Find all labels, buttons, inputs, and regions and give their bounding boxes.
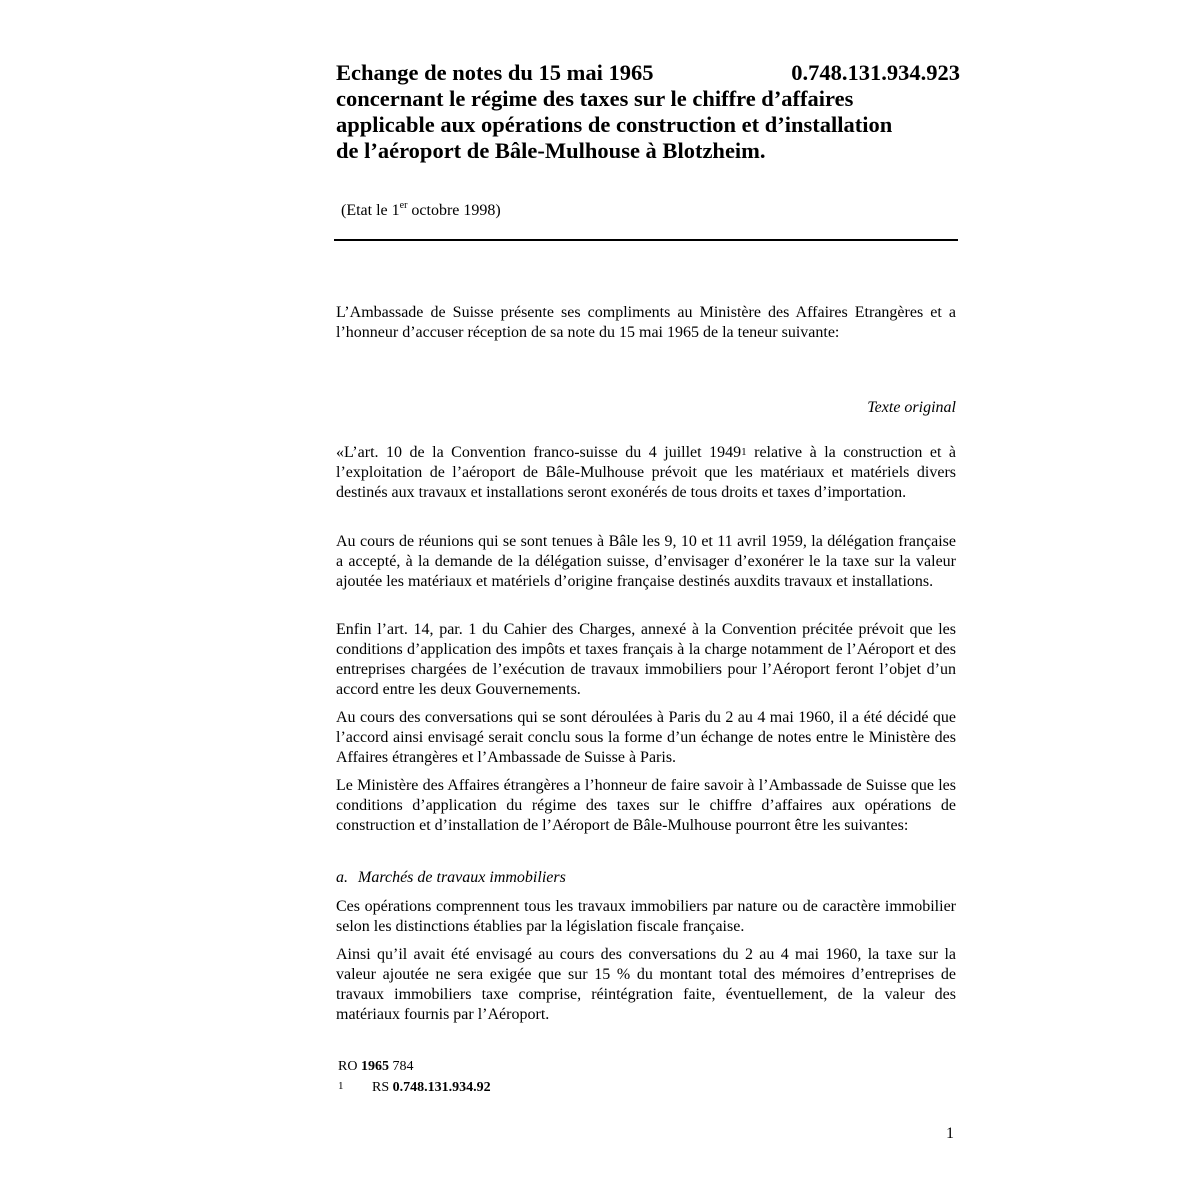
original-text-label: Texte original [867,399,956,416]
section-heading-a [336,869,566,887]
section-title: Marchés de travaux immobiliers [358,869,566,886]
state-prefix: (Etat le 1 [341,202,400,219]
section-number: a. [336,869,348,886]
state-date [341,202,501,220]
paragraph-2-text: Au cours de réunions qui se sont tenues à Bâle les 9, 10 et 11 avril 1959, la délégation française a accepté, à la demande de la délégation suisse, d’envisager d’exonérer le la taxe sur la valeur ajoutée les matériaux et matériels d’origine française destinés auxdits travaux et installations. [336,533,956,590]
title-line-4: de l’aéroport de Bâle-Mulhouse à Blotzheim. [336,138,766,163]
footnote-reference: 1 [741,446,747,458]
paragraph-3-text: Enfin l’art. 14, par. 1 du Cahier des Charges, annexé à la Convention précitée prévoit que les conditions d’application des impôts et taxes français à la charge notamment de l’Aéroport et des entreprises chargées de l’exécution de travaux immobiliers pour l’Aéroport feront l’objet d’un accord entre les deux Gouvernements. [336,621,956,698]
paragraph-5 [336,776,956,836]
paragraph-7 [336,945,956,1025]
paragraph-1-end: relative à la construction et à l’exploitation de l’aéroport de Bâle-Mulhouse prévoit que les matériaux et matériels divers destinés aux travaux et installations seront exonérés de tous droits et taxes d’importation. [336,444,957,501]
paragraph-6 [336,897,956,937]
ro-page: 784 [392,1059,414,1074]
paragraph-2 [336,532,956,592]
intro-paragraph [336,303,956,343]
paragraph-5-text: Le Ministère des Affaires étrangères a l’honneur de faire savoir à l’Ambassade de Suisse que les conditions d’application du régime des taxes sur le chiffre d’affaires aux opérations de construction et d’installation de l’Aéroport de Bâle-Mulhouse pourront être les suivantes: [336,777,956,834]
footnote-rs-ref: 0.748.131.934.92 [392,1080,491,1095]
title-line-3: applicable aux opérations de construction et d’installation [336,112,893,137]
paragraph-4-text: Au cours des conversations qui se sont déroulées à Paris du 2 au 4 mai 1960, il a été décidé que l’accord ainsi envisagé serait conclu sous la forme d’un échange de notes entre le Ministère des Affaires étrangères et l’Ambassade de Suisse à Paris. [336,709,956,766]
document-title [336,60,960,164]
ro-reference [338,1059,413,1075]
intro-text: L’Ambassade de Suisse présente ses compliments au Ministère des Affaires Etrangères et a l’honneur d’accuser réception de sa note du 15 mai 1965 de la teneur suivante: [336,304,956,341]
title-line-1: Echange de notes du 15 mai 1965 [336,60,654,85]
state-suffix: octobre 1998) [407,202,501,219]
sr-number: 0.748.131.934.923 [791,60,960,85]
ro-prefix: RO [338,1059,358,1074]
page-number: 1 [946,1125,954,1142]
title-line-2: concernant le régime des taxes sur le chiffre d’affaires [336,86,854,111]
footnote-prefix: RS [372,1080,390,1095]
paragraph-7-text: Ainsi qu’il avait été envisagé au cours des conversations du 2 au 4 mai 1960, la taxe sur la valeur ajoutée ne sera exigée que sur 15 % du montant total des mémoires d’entreprises de travaux immobiliers taxe comprise, réintégration faite, éventuellement, de la valeur des matériaux fournis par l’Aéroport. [336,946,956,1023]
paragraph-4 [336,708,956,768]
state-superscript: er [399,200,408,211]
ro-year: 1965 [360,1059,389,1074]
paragraph-1 [336,443,956,503]
title-divider [334,239,958,241]
paragraph-3 [336,620,956,700]
paragraph-6-text: Ces opérations comprennent tous les travaux immobiliers par nature ou de caractère immobilier selon les distinctions établies par la législation fiscale française. [336,898,956,935]
footnote-number: 1 [338,1080,344,1092]
paragraph-1-start: «L’art. 10 de la Convention franco-suisse du 4 juillet 1949 [336,444,742,461]
title-first-line [336,60,960,86]
footnote-1 [338,1080,491,1096]
